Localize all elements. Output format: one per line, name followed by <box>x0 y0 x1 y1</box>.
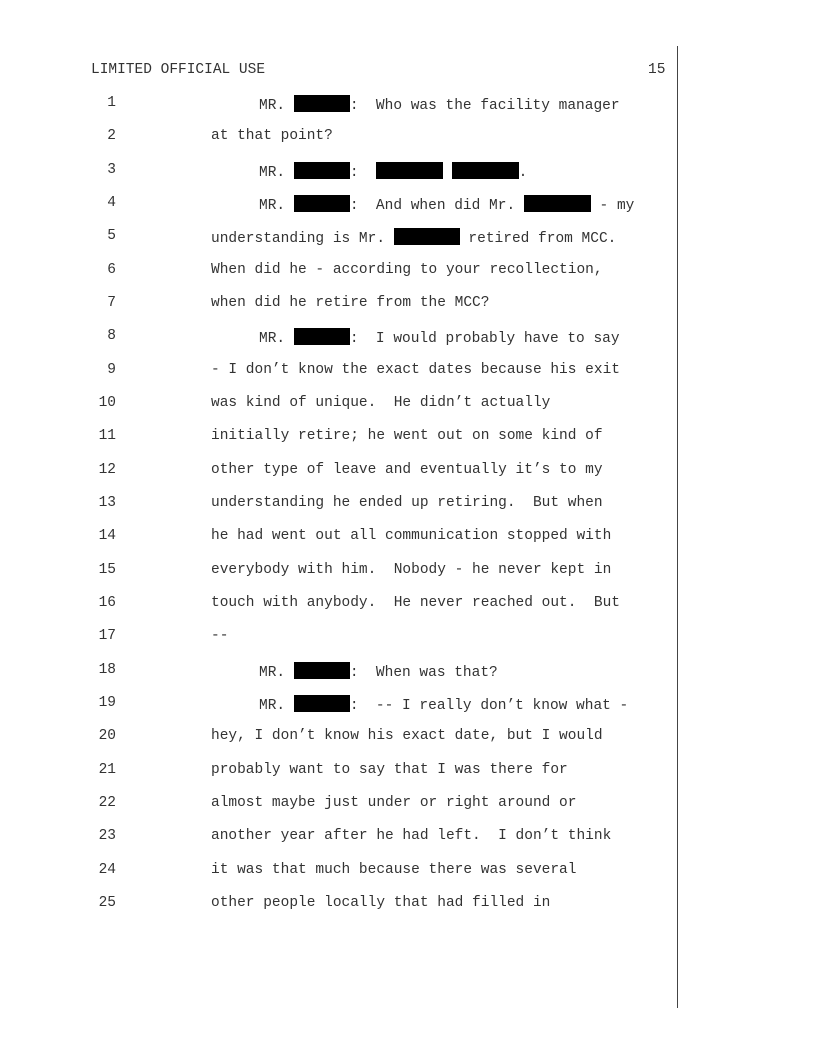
line-number: 16 <box>98 595 116 611</box>
line-text <box>259 195 634 214</box>
transcript-line <box>0 528 816 548</box>
line-number: 17 <box>98 628 116 644</box>
transcript-line <box>0 728 816 748</box>
line-number: 4 <box>107 195 116 211</box>
transcript-line <box>0 362 816 382</box>
transcript-line <box>0 162 816 182</box>
speaker-label: MR. <box>259 98 294 114</box>
redaction-box <box>394 228 460 245</box>
transcript-line <box>0 95 816 115</box>
line-number: 14 <box>98 528 116 544</box>
line-number: 23 <box>98 828 116 844</box>
line-number: 22 <box>98 795 116 811</box>
transcript-line <box>0 795 816 815</box>
line-text <box>211 228 616 247</box>
transcript-line <box>0 395 816 415</box>
line-text-segment: : When was that? <box>349 665 498 681</box>
line-number: 12 <box>98 462 116 478</box>
redaction-box <box>294 162 350 179</box>
classification-header: LIMITED OFFICIAL USE <box>91 62 266 78</box>
line-text-segment <box>443 165 452 181</box>
line-text: other type of leave and eventually it’s to my <box>211 462 603 478</box>
transcript-line <box>0 762 816 782</box>
line-number: 5 <box>107 228 116 244</box>
transcript-line <box>0 862 816 882</box>
line-text <box>259 695 628 714</box>
line-text: he had went out all communication stopped with <box>211 528 612 544</box>
redaction-box <box>524 195 591 212</box>
line-number: 20 <box>98 728 116 744</box>
line-text-segment: : <box>349 165 376 181</box>
redaction-box <box>294 195 350 212</box>
line-text-segment: : Who was the facility manager <box>349 98 620 114</box>
redaction-box <box>294 95 350 112</box>
line-number: 25 <box>98 895 116 911</box>
transcript-line <box>0 828 816 848</box>
transcript-line <box>0 628 816 648</box>
line-text: probably want to say that I was there for <box>211 762 568 778</box>
line-number: 24 <box>98 862 116 878</box>
line-number: 1 <box>107 95 116 111</box>
line-text: it was that much because there was several <box>211 862 577 878</box>
line-text-segment: retired from MCC. <box>459 231 617 247</box>
transcript-line <box>0 262 816 282</box>
line-text: understanding he ended up retiring. But when <box>211 495 603 511</box>
speaker-label: MR. <box>259 165 294 181</box>
line-text: - I don’t know the exact dates because his exit <box>211 362 620 378</box>
line-number: 6 <box>107 262 116 278</box>
line-text: at that point? <box>211 128 333 144</box>
line-number: 21 <box>98 762 116 778</box>
line-text <box>259 95 620 114</box>
redaction-box <box>376 162 443 179</box>
transcript-line <box>0 195 816 215</box>
speaker-label: MR. <box>259 698 294 714</box>
transcript-line <box>0 428 816 448</box>
line-number: 2 <box>107 128 116 144</box>
page-number: 15 <box>648 62 666 78</box>
line-text: another year after he had left. I don’t think <box>211 828 612 844</box>
line-text: initially retire; he went out on some kind of <box>211 428 603 444</box>
transcript-line <box>0 562 816 582</box>
line-number: 13 <box>98 495 116 511</box>
line-text: was kind of unique. He didn’t actually <box>211 395 551 411</box>
line-text-segment: - my <box>590 198 635 214</box>
line-number: 11 <box>98 428 116 444</box>
line-text: almost maybe just under or right around or <box>211 795 577 811</box>
line-text-segment: : And when did Mr. <box>349 198 524 214</box>
transcript-line <box>0 895 816 915</box>
speaker-label: MR. <box>259 198 294 214</box>
line-number: 10 <box>98 395 116 411</box>
line-number: 18 <box>98 662 116 678</box>
transcript-line <box>0 228 816 248</box>
line-text-segment: : I would probably have to say <box>349 331 620 347</box>
line-text: touch with anybody. He never reached out. But <box>211 595 620 611</box>
line-number: 15 <box>98 562 116 578</box>
line-text <box>259 328 620 347</box>
redaction-box <box>294 328 350 345</box>
transcript-line <box>0 695 816 715</box>
line-text: When did he - according to your recollection, <box>211 262 603 278</box>
redaction-box <box>452 162 519 179</box>
transcript-line <box>0 328 816 348</box>
line-text: -- <box>211 628 229 644</box>
transcript-line <box>0 462 816 482</box>
line-text: everybody with him. Nobody - he never kept in <box>211 562 612 578</box>
transcript-line <box>0 595 816 615</box>
line-text <box>259 162 527 181</box>
line-number: 19 <box>98 695 116 711</box>
line-number: 3 <box>107 162 116 178</box>
speaker-label: MR. <box>259 665 294 681</box>
redaction-box <box>294 695 350 712</box>
speaker-label: MR. <box>259 331 294 347</box>
transcript-line <box>0 128 816 148</box>
line-text: other people locally that had filled in <box>211 895 551 911</box>
line-text: when did he retire from the MCC? <box>211 295 490 311</box>
line-text-segment: . <box>518 165 528 181</box>
transcript-line <box>0 662 816 682</box>
redaction-box <box>294 662 350 679</box>
line-text: hey, I don’t know his exact date, but I would <box>211 728 603 744</box>
transcript-line <box>0 295 816 315</box>
line-number: 8 <box>107 328 116 344</box>
line-number: 7 <box>107 295 116 311</box>
line-text <box>259 662 498 681</box>
line-text-segment: understanding is Mr. <box>211 231 394 247</box>
line-number: 9 <box>107 362 116 378</box>
transcript-line <box>0 495 816 515</box>
line-text-segment: : -- I really don’t know what - <box>349 698 629 714</box>
